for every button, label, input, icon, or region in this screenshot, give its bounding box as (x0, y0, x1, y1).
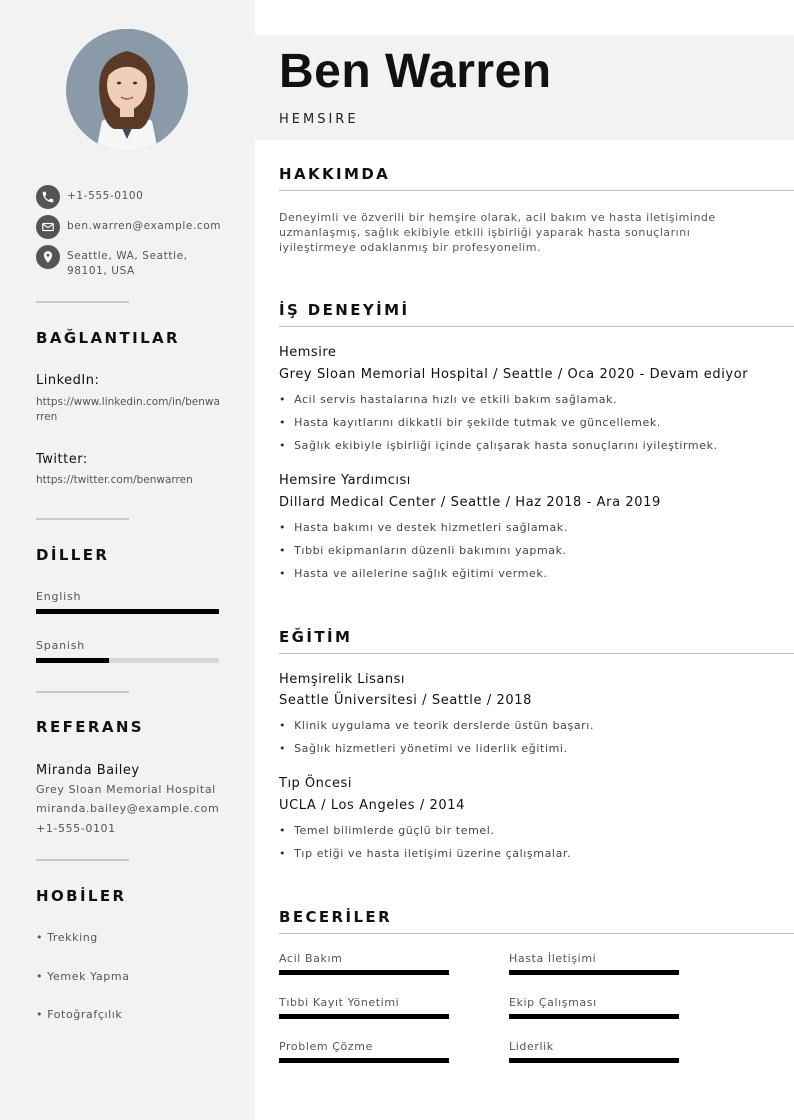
skill-label: Ekip Çalışması (509, 996, 597, 1009)
skill-level-bar (509, 1014, 679, 1019)
profile-photo (66, 29, 188, 151)
skill-label: Acil Bakım (279, 952, 343, 965)
job-bullet: • Hasta kayıtlarını dikkatli bir şekilde tutmak ve güncellemek. (279, 416, 661, 429)
job-organization: Grey Sloan Memorial Hospital / Seattle / Oca 2020 - Devam ediyor (279, 367, 749, 382)
hobby-label: Fotoğrafçılık (47, 1008, 123, 1021)
job-role: Hemsire Yardımcısı (279, 473, 411, 488)
job-bullet: • Tıbbi ekipmanların düzenli bakımını yapmak. (279, 544, 567, 557)
hobby-item: • Yemek Yapma (36, 970, 130, 983)
links-heading: BAĞLANTILAR (36, 329, 181, 347)
twitter-label: Twitter: (36, 452, 88, 467)
twitter-url[interactable]: https://twitter.com/benwarren (36, 474, 193, 486)
section-rule (279, 190, 794, 191)
education-heading: EĞİTİM (279, 628, 353, 646)
email-text[interactable]: ben.warren@example.com (67, 220, 222, 232)
language-level-bar (36, 609, 219, 614)
sidebar-divider (36, 691, 129, 693)
skill-label: Liderlik (509, 1040, 554, 1053)
address-text: Seattle, WA, Seattle, 98101, USA (67, 250, 188, 277)
reference-org: Grey Sloan Memorial Hospital (36, 783, 216, 796)
job-bullet: • Acil servis hastalarına hızlı ve etkili bakım sağlamak. (279, 393, 617, 406)
location-pin-icon (36, 245, 60, 269)
skill-label: Problem Çözme (279, 1040, 373, 1053)
language-label: Spanish (36, 639, 86, 652)
job-bullet: • Hasta bakımı ve destek hizmetleri sağlamak. (279, 521, 568, 534)
reference-email[interactable]: miranda.bailey@example.com (36, 802, 220, 815)
languages-heading: DİLLER (36, 546, 110, 564)
sidebar-divider (36, 301, 129, 303)
skill-level-bar (279, 1058, 449, 1063)
skill-level-bar (279, 1014, 449, 1019)
person-name: Ben Warren (279, 45, 552, 98)
about-text: Deneyimli ve özverili bir hemşire olarak, acil bakım ve hasta iletişiminde uzmanlaşmış, sağlık ekibiyle etkili işbirliği yaparak hasta sonuçlarını iyileştirmeye odaklanmış bir profesyonelim. (279, 211, 716, 254)
contact-email (36, 215, 222, 239)
sidebar-divider (36, 518, 129, 520)
linkedin-url[interactable]: https://www.linkedin.com/in/benwarren (36, 396, 220, 423)
about-heading: HAKKIMDA (279, 165, 391, 183)
skill-level-bar (509, 1058, 679, 1063)
language-level-fill (36, 609, 219, 614)
reference-name: Miranda Bailey (36, 763, 140, 778)
section-rule (279, 653, 794, 654)
degree-name: Hemşirelik Lisansı (279, 672, 405, 687)
skill-level-bar (279, 970, 449, 975)
skill-level-bar (509, 970, 679, 975)
sidebar-divider (36, 859, 129, 861)
language-level-bar (36, 658, 219, 663)
job-organization: Dillard Medical Center / Seattle / Haz 2018 - Ara 2019 (279, 495, 661, 510)
hobbies-heading: HOBİLER (36, 887, 127, 905)
job-title: HEMSIRE (279, 112, 359, 127)
hobby-item: • Trekking (36, 931, 98, 944)
hobby-item: • Fotoğrafçılık (36, 1008, 123, 1021)
job-bullet: • Sağlık ekibiyle işbirliği içinde çalışarak hasta sonuçlarını iyileştirmek. (279, 439, 718, 452)
language-level-fill (36, 658, 109, 663)
language-label: English (36, 590, 82, 603)
contact-address (36, 245, 197, 279)
linkedin-label: LinkedIn: (36, 373, 100, 388)
skill-label: Hasta İletişimi (509, 952, 597, 965)
phone-text: +1-555-0100 (67, 190, 144, 202)
experience-heading: İŞ DENEYİMİ (279, 301, 410, 319)
education-bullet: • Tıp etiği ve hasta iletişimi üzerine çalışmalar. (279, 847, 571, 860)
education-bullet: • Klinik uygulama ve teorik derslerde üstün başarı. (279, 719, 594, 732)
reference-phone: +1-555-0101 (36, 822, 116, 835)
job-bullet: • Hasta ve ailelerine sağlık eğitimi vermek. (279, 567, 547, 580)
hobby-label: Trekking (47, 931, 98, 944)
job-role: Hemsire (279, 345, 337, 360)
section-rule (279, 326, 794, 327)
phone-icon (36, 185, 60, 209)
section-rule (279, 933, 794, 934)
school-info: UCLA / Los Angeles / 2014 (279, 798, 466, 813)
contact-phone (36, 185, 217, 209)
education-bullet: • Temel bilimlerde güçlü bir temel. (279, 824, 495, 837)
skills-heading: BECERİLER (279, 908, 393, 926)
skill-label: Tıbbi Kayıt Yönetimi (279, 996, 400, 1009)
school-info: Seattle Üniversitesi / Seattle / 2018 (279, 693, 533, 708)
mail-icon (36, 215, 60, 239)
degree-name: Tıp Öncesi (279, 776, 352, 791)
education-bullet: • Sağlık hizmetleri yönetimi ve liderlik eğitimi. (279, 742, 568, 755)
reference-heading: REFERANS (36, 718, 145, 736)
hobby-label: Yemek Yapma (47, 970, 130, 983)
